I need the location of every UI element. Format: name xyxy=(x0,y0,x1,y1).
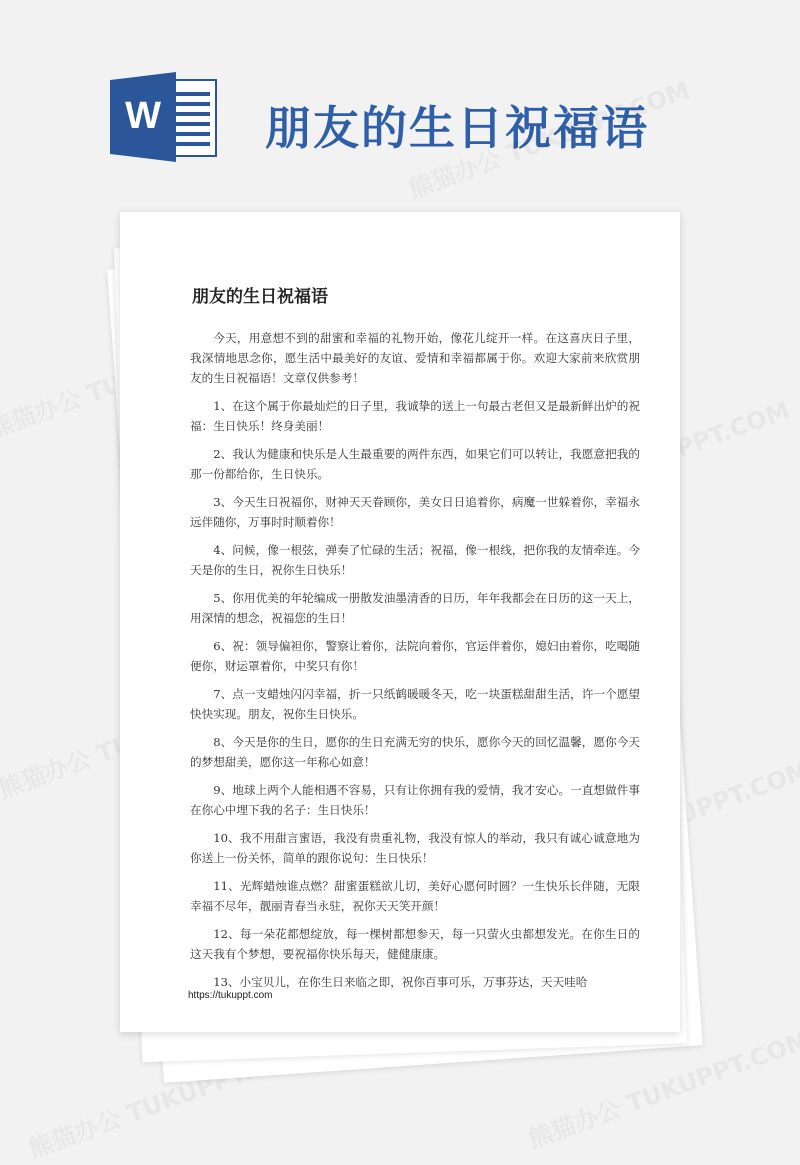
wish-paragraph: 7、点一支蜡烛闪闪幸福，折一只纸鹤暖暖冬天，吃一块蛋糕甜甜生活，许一个愿望快快实现。朋友，祝你生日快乐。 xyxy=(190,687,640,721)
wish-paragraph: 12、每一朵花都想绽放，每一棵树都想参天，每一只萤火虫都想发光。在你生日的这天我有个梦想，要祝福你快乐每天，健健康康。 xyxy=(190,927,640,961)
intro-paragraph: 今天，用意想不到的甜蜜和幸福的礼物开始，像花儿绽开一样。在这喜庆日子里，我深情地思念你，愿生活中最美好的友谊、爱情和幸福都属于你。欢迎大家前来欣赏朋友的生日祝福语！文章仅供参考！ xyxy=(190,331,640,385)
document-title: 朋友的生日祝福语 xyxy=(192,287,328,307)
footer-url: https://tukuppt.com xyxy=(188,990,273,1001)
banner-title: 朋友的生日祝福语 xyxy=(265,101,649,155)
wish-paragraph: 4、问候，像一根弦，弹奏了忙碌的生活；祝福，像一根线，把你我的友情牵连。今天是你的生日，祝你生日快乐！ xyxy=(190,543,640,577)
wish-paragraph: 3、今天生日祝福你，财神天天眷顾你，美女日日追着你，病魔一世躲着你，幸福永远伴随你，万事时时顺着你！ xyxy=(190,495,640,529)
document-page xyxy=(120,212,680,1032)
document-body xyxy=(190,328,640,1000)
wish-paragraph: 13、小宝贝儿，在你生日来临之即，祝你百事可乐，万事芬达，天天哇哈 xyxy=(213,975,588,989)
wish-paragraph: 9、地球上两个人能相遇不容易，只有让你拥有我的爱情，我才安心。一直想做件事在你心中埋下我的名子：生日快乐！ xyxy=(190,783,640,817)
word-icon-letter: W xyxy=(125,95,161,137)
word-document-icon xyxy=(110,72,220,162)
wish-paragraph: 2、我认为健康和快乐是人生最重要的两件东西，如果它们可以转让，我愿意把我的那一份都给你，生日快乐。 xyxy=(190,447,640,481)
wish-paragraph: 11、光辉蜡烛谁点燃？甜蜜蛋糕欲儿切，美好心愿何时圆？一生快乐长伴随，无限幸福不尽年，靓丽青春当永驻，祝你天天笑开颜！ xyxy=(190,879,640,913)
wish-paragraph: 1、在这个属于你最灿烂的日子里，我诚挚的送上一句最古老但又是最新鲜出炉的祝福：生日快乐！终身美丽！ xyxy=(190,399,640,433)
wish-paragraph: 6、祝：领导偏袒你，警察让着你，法院向着你，官运伴着你，媳妇由着你，吃喝随便你，财运罩着你，中奖只有你！ xyxy=(190,639,640,673)
wish-paragraph: 5、你用优美的年轮编成一册散发油墨清香的日历，年年我都会在日历的这一天上，用深情的想念，祝福您的生日！ xyxy=(190,591,640,625)
header-banner xyxy=(0,0,800,200)
wish-paragraph: 8、今天是你的生日，愿你的生日充满无穷的快乐，愿你今天的回忆温馨，愿你今天的梦想甜美，愿你这一年称心如意！ xyxy=(190,735,640,769)
wish-paragraph: 10、我不用甜言蜜语，我没有贵重礼物，我没有惊人的举动，我只有诚心诚意地为你送上一份关怀，简单的跟你说句：生日快乐！ xyxy=(190,831,640,865)
